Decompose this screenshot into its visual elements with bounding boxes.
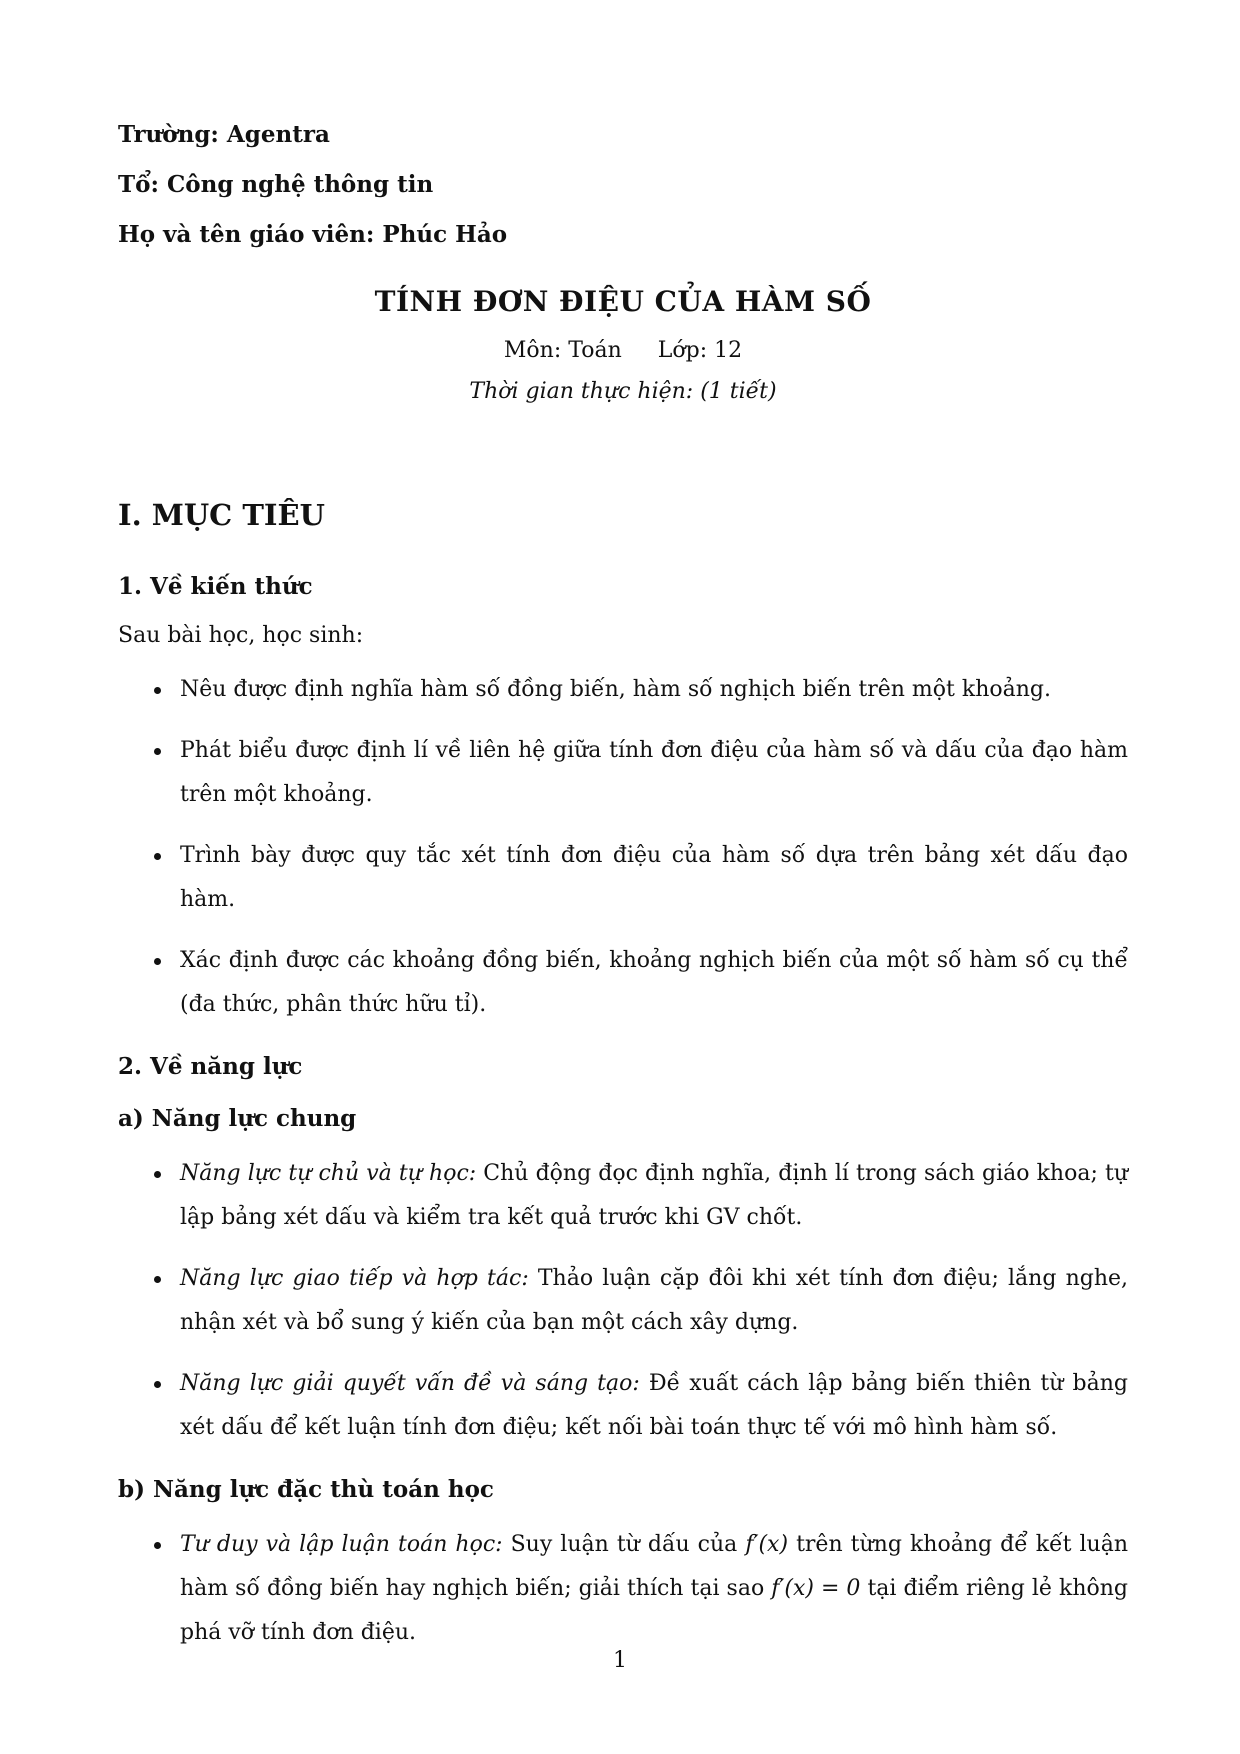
grade-label: Lớp: 12 — [657, 338, 743, 363]
bullet-icon — [154, 687, 161, 694]
bullet-icon — [154, 748, 161, 755]
subject-label: Môn: Toán — [503, 338, 622, 363]
bullet-icon — [154, 1276, 161, 1283]
bullet-icon — [154, 1381, 161, 1388]
math-expression: f′(x) — [745, 1532, 789, 1557]
math-expression: f′(x) = 0 — [771, 1576, 861, 1601]
list-item: Tư duy và lập luận toán học: Suy luận từ dấu của f′(x) trên từng khoảng để kết luận hàm số đồng biến hay nghịch biến; giải thích tại sao f′(x) = 0 tại điểm riêng lẻ không phá vỡ tính đơn điệu. — [118, 1523, 1128, 1655]
knowledge-list — [118, 668, 1128, 1027]
subject-grade-line — [118, 330, 1128, 372]
list-item: Phát biểu được định lí về liên hệ giữa tính đơn điệu của hàm số và dấu của đạo hàm trên một khoảng. — [118, 729, 1128, 817]
knowledge-intro: Sau bài học, học sinh: — [118, 623, 364, 648]
title-block — [118, 274, 1128, 412]
list-item: Trình bày được quy tắc xét tính đơn điệu của hàm số dựa trên bảng xét dấu đạo hàm. — [118, 834, 1128, 922]
general-competency-heading: a) Năng lực chung — [118, 1105, 357, 1132]
item-lead: Tư duy và lập luận toán học: — [180, 1532, 503, 1557]
bullet-icon — [154, 853, 161, 860]
specific-competency-heading: b) Năng lực đặc thù toán học — [118, 1476, 494, 1503]
teacher-line: Họ và tên giáo viên: Phúc Hảo — [118, 221, 508, 248]
list-item: Năng lực giao tiếp và hợp tác: Thảo luận cặp đôi khi xét tính đơn điệu; lắng nghe, nhận xét và bổ sung ý kiến của bạn một cách xây dựng. — [118, 1257, 1128, 1345]
item-lead: Năng lực tự chủ và tự học: — [180, 1161, 477, 1186]
page-content — [118, 110, 1128, 1672]
list-item: Nêu được định nghĩa hàm số đồng biến, hàm số nghịch biến trên một khoảng. — [118, 668, 1128, 712]
page-number: 1 — [613, 1648, 627, 1673]
list-item: Năng lực tự chủ và tự học: Chủ động đọc định nghĩa, định lí trong sách giáo khoa; tự lập bảng xét dấu và kiểm tra kết quả trước khi GV chốt. — [118, 1152, 1128, 1240]
item-lead: Năng lực giải quyết vấn đề và sáng tạo: — [180, 1371, 640, 1396]
section-heading-objectives: I. MỤC TIÊU — [118, 498, 325, 532]
specific-competency-list — [118, 1523, 1128, 1655]
knowledge-heading: 1. Về kiến thức — [118, 573, 313, 600]
competency-heading: 2. Về năng lực — [118, 1053, 303, 1080]
general-competency-list — [118, 1152, 1128, 1450]
bullet-icon — [154, 1542, 161, 1549]
item-lead: Năng lực giao tiếp và hợp tác: — [180, 1266, 529, 1291]
department-line: Tổ: Công nghệ thông tin — [118, 171, 434, 198]
document-title: TÍNH ĐƠN ĐIỆU CỦA HÀM SỐ — [374, 285, 872, 318]
list-item: Xác định được các khoảng đồng biến, khoảng nghịch biến của một số hàm số cụ thể (đa thức, phân thức hữu tỉ). — [118, 939, 1128, 1027]
school-line: Trường: Agentra — [118, 121, 330, 148]
bullet-icon — [154, 958, 161, 965]
bullet-icon — [154, 1171, 161, 1178]
duration-line: Thời gian thực hiện: (1 tiết) — [469, 379, 777, 404]
list-item: Năng lực giải quyết vấn đề và sáng tạo: Đề xuất cách lập bảng biến thiên từ bảng xét dấu để kết luận tính đơn điệu; kết nối bài toán thực tế với mô hình hàm số. — [118, 1362, 1128, 1450]
